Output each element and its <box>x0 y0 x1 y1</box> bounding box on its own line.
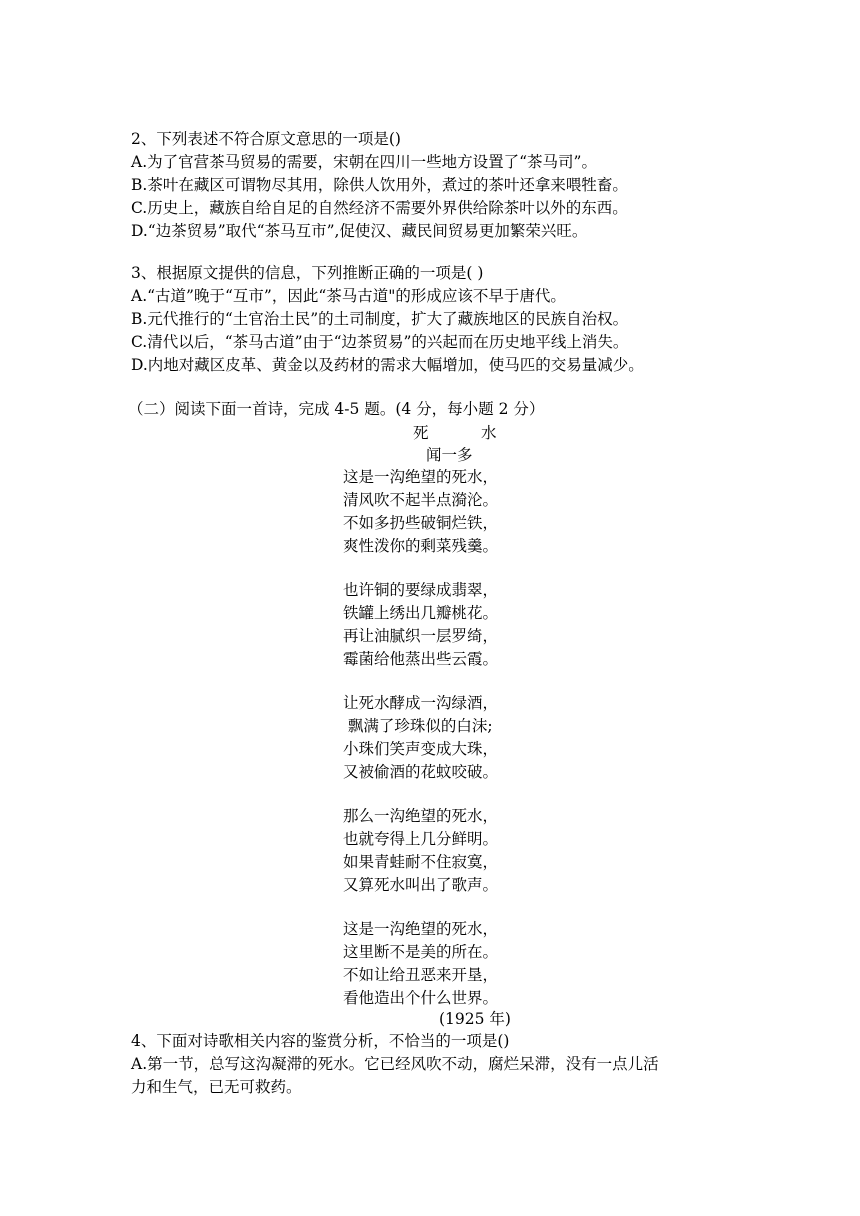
question-4-option-a-line-2: 力和生气，已无可救药。 <box>131 1078 302 1096</box>
question-2-option-a: A.为了官营茶马贸易的需要，宋朝在四川一些地方设置了“茶马司”。 <box>131 153 597 171</box>
poem-line: 如果青蛙耐不住寂寞， <box>343 853 499 871</box>
poem-line: 也就夸得上几分鲜明。 <box>343 830 499 848</box>
poem-line: 铁罐上绣出几瓣桃花。 <box>343 604 499 622</box>
poem-line: 这是一沟绝望的死水， <box>343 468 499 486</box>
question-3-stem: 3、根据原文提供的信息，下列推断正确的一项是( ) <box>131 264 484 282</box>
poem-title-char-2: 水 <box>481 424 497 442</box>
poem-author: 闻一多 <box>426 446 473 464</box>
poem-line: 小珠们笑声变成大珠， <box>343 740 499 758</box>
poem-line: 也许铜的要绿成翡翠， <box>343 581 499 599</box>
question-3-option-d: D.内地对藏区皮革、黄金以及药材的需求大幅增加，使马匹的交易量减少。 <box>131 356 644 374</box>
poem-line: 又算死水叫出了歌声。 <box>343 876 499 894</box>
poem-line: 看他造出个什么世界。 <box>343 989 499 1007</box>
poem-line: 飘满了珍珠似的白沫; <box>343 717 493 735</box>
poem-title-char-1: 死 <box>413 424 429 442</box>
poem-line: 让死水酵成一沟绿酒， <box>343 694 499 712</box>
poem-line: 爽性泼你的剩菜残羹。 <box>343 537 499 555</box>
question-2-stem: 2、下列表述不符合原文意思的一项是() <box>131 130 401 148</box>
question-4-option-a-line-1: A.第一节，总写这沟凝滞的死水。它已经风吹不动，腐烂呆滞，没有一点儿活 <box>131 1055 659 1073</box>
poem-line: 清风吹不起半点漪沦。 <box>343 491 499 509</box>
poem-date: (1925 年) <box>439 1010 511 1028</box>
poem-line: 这是一沟绝望的死水， <box>343 920 499 938</box>
poem-line: 霉菌给他蒸出些云霞。 <box>343 650 499 668</box>
question-2-option-c: C.历史上，藏族自给自足的自然经济不需要外界供给除茶叶以外的东西。 <box>131 199 628 217</box>
poem-line: 再让油腻织一层罗绮， <box>343 627 499 645</box>
poem-line: 这里断不是美的所在。 <box>343 943 499 961</box>
question-2-option-d: D.“边茶贸易”取代“茶马互市”,促使汉、藏民间贸易更加繁荣兴旺。 <box>131 222 588 240</box>
question-3-option-a: A.“古道”晚于“互市”，因此“茶马古道"的形成应该不早于唐代。 <box>131 287 566 305</box>
poem-line: 不如让给丑恶来开垦， <box>343 966 499 984</box>
question-3-option-b: B.元代推行的“土官治土民”的土司制度，扩大了藏族地区的民族自治权。 <box>131 310 629 328</box>
question-4-stem: 4、下面对诗歌相关内容的鉴赏分析，不恰当的一项是() <box>131 1032 510 1050</box>
poem-line: 不如多扔些破铜烂铁， <box>343 514 499 532</box>
poem-line: 那么一沟绝望的死水， <box>343 807 499 825</box>
poem-line: 又被偷酒的花蚊咬破。 <box>343 763 499 781</box>
question-2-option-b: B.茶叶在藏区可谓物尽其用，除供人饮用外，煮过的茶叶还拿来喂牲畜。 <box>131 176 628 194</box>
question-3-option-c: C.清代以后，“茶马古道”由于“边茶贸易”的兴起而在历史地平线上消失。 <box>131 333 629 351</box>
section-heading: （二）阅读下面一首诗，完成 4-5 题。(4 分，每小题 2 分） <box>128 400 545 418</box>
